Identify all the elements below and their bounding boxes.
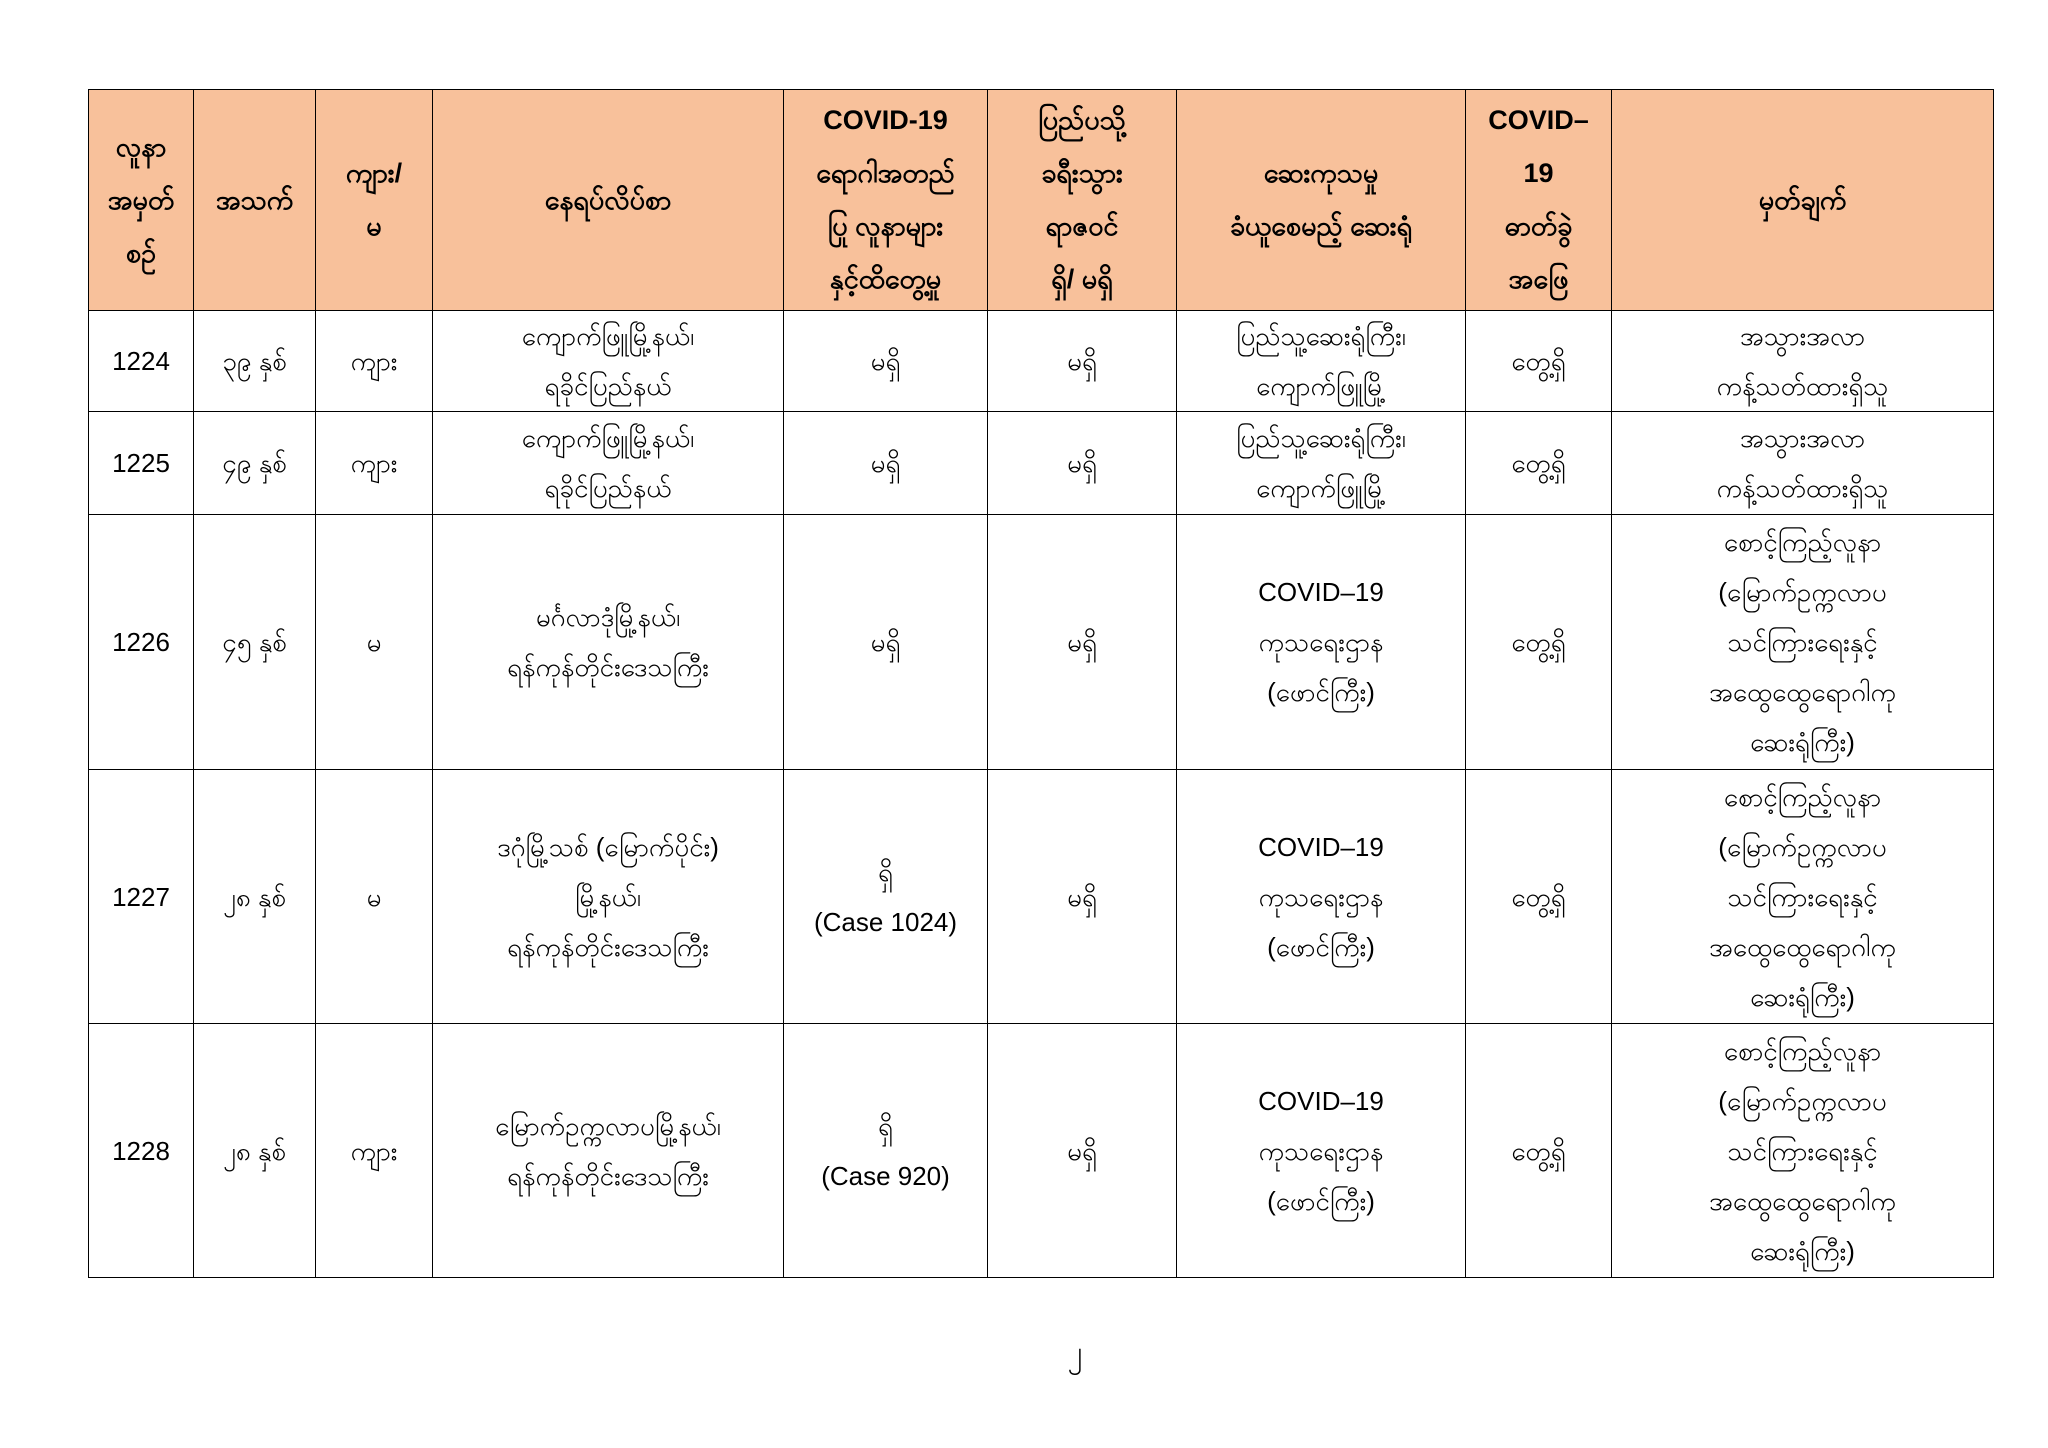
cell-address: မြောက်ဥက္ကလာပမြို့နယ်၊ ရန်ကုန်တိုင်းဒေသကြီး <box>433 1024 784 1278</box>
cell-age: ၄၉ နှစ် <box>194 412 316 515</box>
cell-sex: မ <box>316 770 433 1024</box>
cell-hospital: COVID–19 ကုသရေးဌာန (ဖောင်ကြီး) <box>1177 1024 1466 1278</box>
cell-test-result: တွေ့ရှိ <box>1466 311 1612 412</box>
cell-patient-number: 1227 <box>89 770 194 1024</box>
cell-remarks: စောင့်ကြည့်လူနာ (မြောက်ဥက္ကလာပ သင်ကြားရေးနှင့် အထွေထွေရောဂါကု ဆေးရုံကြီး) <box>1612 770 1994 1024</box>
cell-patient-number: 1226 <box>89 515 194 770</box>
cell-hospital: ပြည်သူ့ဆေးရုံကြီး၊ ကျောက်ဖြူမြို့ <box>1177 311 1466 412</box>
cell-remarks: စောင့်ကြည့်လူနာ (မြောက်ဥက္ကလာပ သင်ကြားရေးနှင့် အထွေထွေရောဂါကု ဆေးရုံကြီး) <box>1612 515 1994 770</box>
cell-travel-history: မရှိ <box>988 515 1177 770</box>
cell-covid-contact: ရှိ (Case 920) <box>784 1024 988 1278</box>
cell-age: ၂၈ နှစ် <box>194 770 316 1024</box>
cell-test-result: တွေ့ရှိ <box>1466 412 1612 515</box>
table-row <box>89 412 1994 515</box>
cell-address: မင်္ဂလာဒုံမြို့နယ်၊ ရန်ကုန်တိုင်းဒေသကြီး <box>433 515 784 770</box>
patient-cases-table <box>88 89 1994 1278</box>
cell-test-result: တွေ့ရှိ <box>1466 770 1612 1024</box>
header-patient-number: လူနာ အမှတ် စဉ် <box>89 90 194 311</box>
header-test-result: COVID– 19 ဓာတ်ခွဲ အဖြေ <box>1466 90 1612 311</box>
header-travel-history: ပြည်ပသို့ ခရီးသွား ရာဇဝင် ရှိ/ မရှိ <box>988 90 1177 311</box>
cell-sex: ကျား <box>316 1024 433 1278</box>
cell-remarks: စောင့်ကြည့်လူနာ (မြောက်ဥက္ကလာပ သင်ကြားရေးနှင့် အထွေထွေရောဂါကု ဆေးရုံကြီး) <box>1612 1024 1994 1278</box>
cell-hospital: ပြည်သူ့ဆေးရုံကြီး၊ ကျောက်ဖြူမြို့ <box>1177 412 1466 515</box>
cell-age: ၃၉ နှစ် <box>194 311 316 412</box>
cell-address: ဒဂုံမြို့သစ် (မြောက်ပိုင်း) မြို့နယ်၊ ရန်ကုန်တိုင်းဒေသကြီး <box>433 770 784 1024</box>
cell-sex: ကျား <box>316 311 433 412</box>
header-sex: ကျား/ မ <box>316 90 433 311</box>
cell-covid-contact: မရှိ <box>784 412 988 515</box>
header-age: အသက် <box>194 90 316 311</box>
table-row <box>89 311 1994 412</box>
cell-test-result: တွေ့ရှိ <box>1466 1024 1612 1278</box>
cell-remarks: အသွားအလာ ကန့်သတ်ထားရှိသူ <box>1612 311 1994 412</box>
table-row <box>89 770 1994 1024</box>
cell-covid-contact: မရှိ <box>784 515 988 770</box>
table-row <box>89 1024 1994 1278</box>
cell-remarks: အသွားအလာ ကန့်သတ်ထားရှိသူ <box>1612 412 1994 515</box>
cell-hospital: COVID–19 ကုသရေးဌာန (ဖောင်ကြီး) <box>1177 770 1466 1024</box>
table-row <box>89 515 1994 770</box>
cell-patient-number: 1225 <box>89 412 194 515</box>
cell-covid-contact: မရှိ <box>784 311 988 412</box>
cell-age: ၂၈ နှစ် <box>194 1024 316 1278</box>
table-header-row <box>89 90 1994 311</box>
cell-travel-history: မရှိ <box>988 770 1177 1024</box>
cell-hospital: COVID–19 ကုသရေးဌာန (ဖောင်ကြီး) <box>1177 515 1466 770</box>
cell-test-result: တွေ့ရှိ <box>1466 515 1612 770</box>
header-address: နေရပ်လိပ်စာ <box>433 90 784 311</box>
cell-sex: ကျား <box>316 412 433 515</box>
cell-age: ၄၅ နှစ် <box>194 515 316 770</box>
cell-patient-number: 1224 <box>89 311 194 412</box>
cell-travel-history: မရှိ <box>988 311 1177 412</box>
page-number: ၂ <box>1067 1336 1083 1369</box>
cell-address: ကျောက်ဖြူမြို့နယ်၊ ရခိုင်ပြည်နယ် <box>433 311 784 412</box>
cell-address: ကျောက်ဖြူမြို့နယ်၊ ရခိုင်ပြည်နယ် <box>433 412 784 515</box>
cell-patient-number: 1228 <box>89 1024 194 1278</box>
header-hospital: ဆေးကုသမှု ခံယူစေမည့် ဆေးရုံ <box>1177 90 1466 311</box>
cell-travel-history: မရှိ <box>988 1024 1177 1278</box>
cell-travel-history: မရှိ <box>988 412 1177 515</box>
cell-sex: မ <box>316 515 433 770</box>
cell-covid-contact: ရှိ (Case 1024) <box>784 770 988 1024</box>
header-covid-contact: COVID-19 ရောဂါအတည် ပြု လူနာများ နှင့်ထိတွေ့မှု <box>784 90 988 311</box>
header-remarks: မှတ်ချက် <box>1612 90 1994 311</box>
